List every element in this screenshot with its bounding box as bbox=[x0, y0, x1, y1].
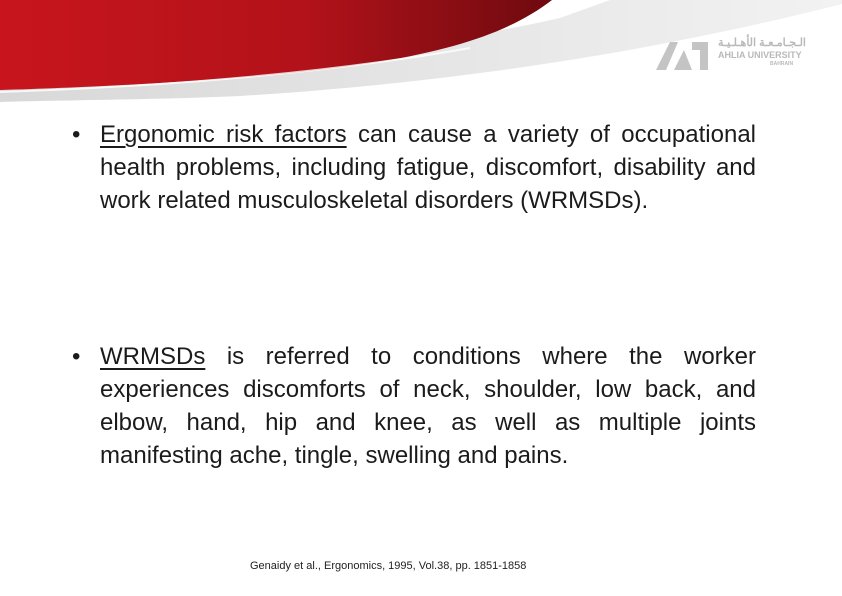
bullet-item bbox=[72, 118, 756, 217]
citation: Genaidy et al., Ergonomics, 1995, Vol.38, pp. 1851-1858 bbox=[250, 560, 527, 572]
ahlia-logo bbox=[652, 36, 822, 76]
bullet-term: Ergonomic risk factors bbox=[100, 121, 347, 148]
logo-mark-icon bbox=[652, 36, 712, 76]
bullet-text: is referred to conditions where the worker experiences discomforts of neck, shoulder, low back, and elbow, hand, hip and knee, as well as multiple joints manifesting ache, tingle, swelling and pains. bbox=[100, 343, 756, 469]
bullet-marker: • bbox=[72, 121, 81, 148]
bullet-marker: • bbox=[72, 343, 81, 370]
bullet-text: can cause a variety of occupational health problems, including fatigue, discomfort, disability and work related musculoskeletal disorders (WRMSDs). bbox=[100, 121, 756, 214]
logo-english-text: AHLIA UNIVERSITY bbox=[718, 50, 802, 60]
logo-location-text: BAHRAIN bbox=[770, 61, 794, 67]
logo-arabic-text: الـجـامـعـة الأهـلـيـة bbox=[718, 37, 806, 49]
bullet-term: WRMSDs bbox=[100, 343, 206, 370]
bullet-item bbox=[72, 340, 756, 472]
